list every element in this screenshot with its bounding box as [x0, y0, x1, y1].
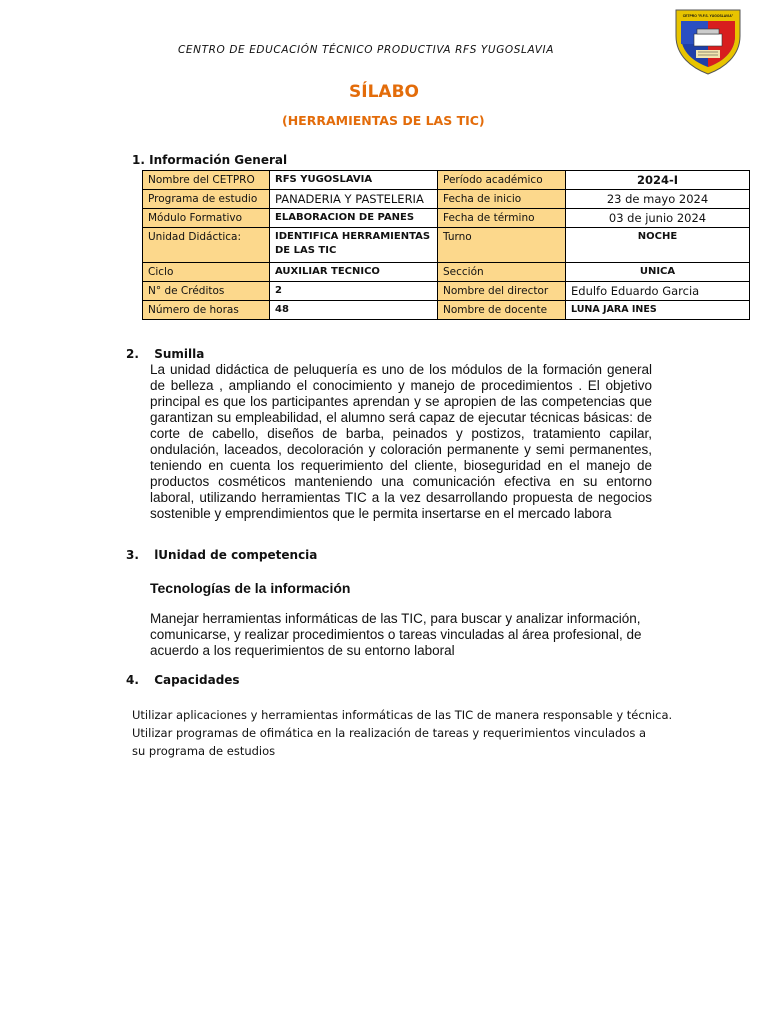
section-1-heading [132, 153, 287, 167]
table-label: Nombre del director [438, 282, 566, 301]
sumilla-text: La unidad didáctica de peluquería es uno de los módulos de la formación general de belleza , ampliando el conocimiento y manejo de procedimientos . El objetivo principal es que los participantes aprendan y se apropien de las competencias que garantizan su empleabilidad, el alumno será capaz de ejecutar técnicas básicas: de corte de cabello, diseños de barba, peinados y postizos, tratamiento capilar, ondulación, laceados, decoloración y coloración permanente y semi permanentes, teniendo en cuenta los requerimiento del cliente, bioseguridad en el manejo de productos cosméticos manteniendo una comunicación efectiva en su entorno laboral, utilizando herramientas TIC a la vez desarrollando propuesta de negocios sostenible y emprendimientos que le permita insertarse en el mercado labora [150, 362, 652, 521]
section-3-number: 3. [126, 548, 139, 562]
general-info-table [142, 170, 750, 320]
table-value: AUXILIAR TECNICO [270, 263, 438, 282]
table-value: NOCHE [566, 228, 750, 263]
table-value: 48 [270, 301, 438, 320]
table-value: 23 de mayo 2024 [566, 190, 750, 209]
table-row [143, 209, 750, 228]
section-1-number: 1. [132, 153, 145, 167]
table-label: Programa de estudio [143, 190, 270, 209]
table-value: ELABORACION DE PANES [270, 209, 438, 228]
section-3-heading [126, 548, 317, 562]
table-value: 2024-I [566, 171, 750, 190]
table-row [143, 263, 750, 282]
section-4-heading [126, 673, 240, 687]
section-4-number: 4. [126, 673, 139, 687]
table-label: Fecha de inicio [438, 190, 566, 209]
table-label: Ciclo [143, 263, 270, 282]
table-row [143, 190, 750, 209]
table-row [143, 301, 750, 320]
institution-logo [672, 6, 744, 76]
logo-text: CETPRO "R.F.S. YUGOSLAVIA" [682, 14, 734, 18]
table-row [143, 228, 750, 263]
competence-text: Manejar herramientas informáticas de las TIC, para buscar y analizar información, comunicarse, y realizar procedimientos o tareas vinculadas al área profesional, de acuerdo a los requerimientos de su entorno laboral [150, 611, 642, 658]
table-label: Sección [438, 263, 566, 282]
table-value: UNICA [566, 263, 750, 282]
section-3-title: lUnidad de competencia [154, 548, 318, 562]
table-value: LUNA JARA INES [566, 301, 750, 320]
competence-subtitle: Tecnologías de la información [150, 580, 351, 596]
capacity-line: Utilizar aplicaciones y herramientas informáticas de las TIC de manera responsable y técnica. [132, 708, 673, 722]
table-value: PANADERIA Y PASTELERIA [270, 190, 438, 209]
table-value: 03 de junio 2024 [566, 209, 750, 228]
table-label: Nombre del CETPRO [143, 171, 270, 190]
table-value: 2 [270, 282, 438, 301]
section-2-title: Sumilla [154, 347, 205, 361]
section-2-number: 2. [126, 347, 139, 361]
table-label: Nombre de docente [438, 301, 566, 320]
table-label: Turno [438, 228, 566, 263]
table-label: Período académico [438, 171, 566, 190]
table-value: RFS YUGOSLAVIA [270, 171, 438, 190]
document-subtitle: (HERRAMIENTAS DE LAS TIC) [282, 113, 485, 128]
table-label: Módulo Formativo [143, 209, 270, 228]
section-2-heading [126, 347, 204, 361]
table-row [143, 282, 750, 301]
table-label: Número de horas [143, 301, 270, 320]
table-value: Edulfo Eduardo Garcia [566, 282, 750, 301]
capacity-line: Utilizar programas de ofimática en la realización de tareas y requerimientos vinculados a [132, 726, 647, 740]
table-row [143, 171, 750, 190]
section-1-title: Información General [149, 153, 288, 167]
table-value: IDENTIFICA HERRAMIENTAS DE LAS TIC [270, 228, 438, 263]
capacity-line: su programa de estudios [132, 744, 276, 758]
table-label: N° de Créditos [143, 282, 270, 301]
table-label: Fecha de término [438, 209, 566, 228]
document-title: SÍLABO [349, 82, 419, 102]
table-label: Unidad Didáctica: [143, 228, 270, 263]
institution-header: CENTRO DE EDUCACIÓN TÉCNICO PRODUCTIVA RFS YUGOSLAVIA [178, 44, 555, 56]
section-4-title: Capacidades [154, 673, 240, 687]
